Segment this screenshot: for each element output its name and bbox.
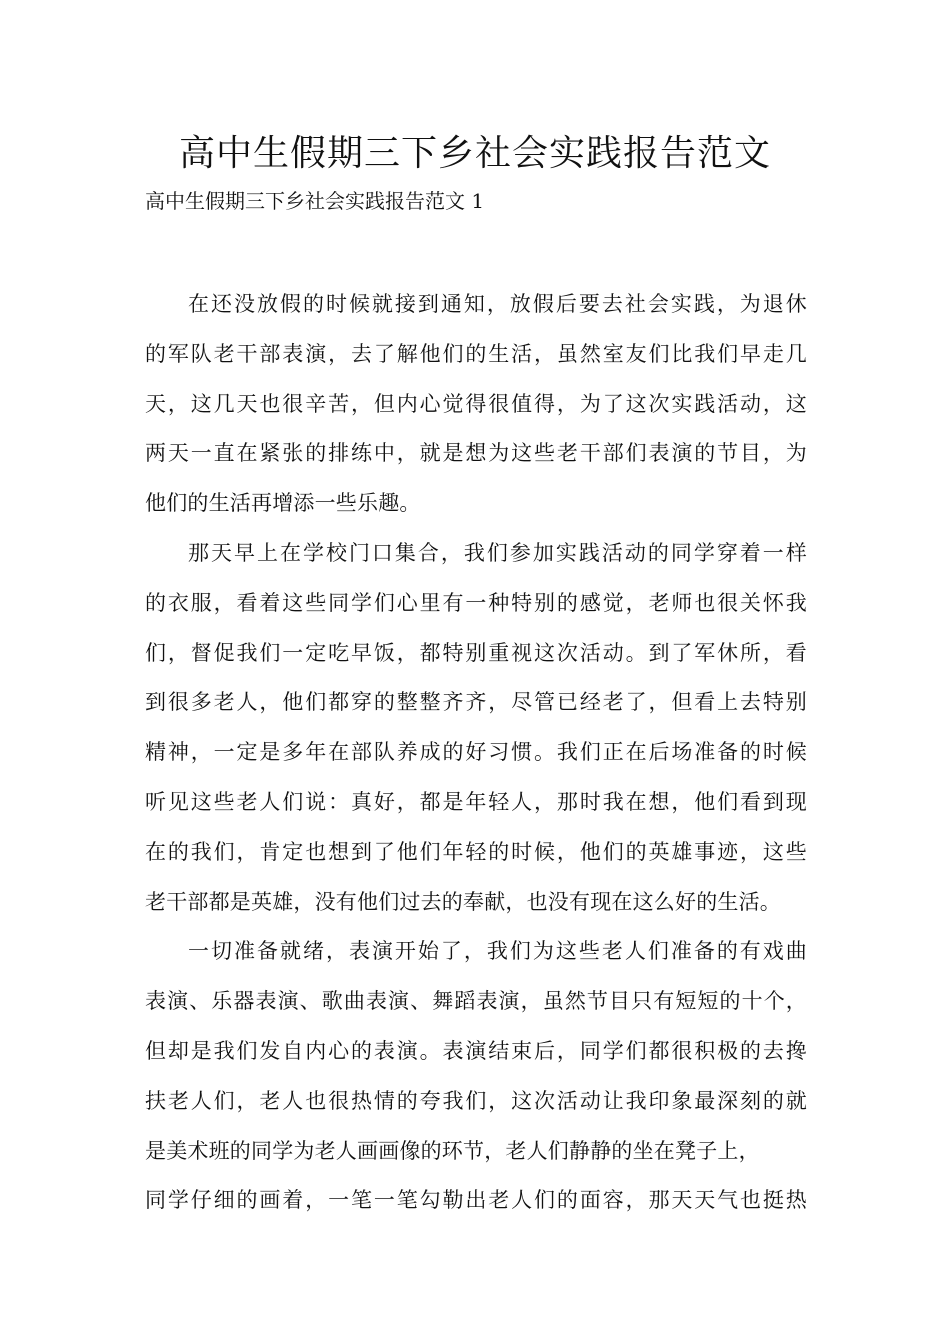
paragraph-2-line-4: 到很多老人，他们都穿的整整齐齐，尽管已经老了，但看上去特别 (145, 690, 807, 715)
document-subtitle: 高中生假期三下乡社会实践报告范文 1 (145, 189, 485, 213)
paragraph-3-line-2: 表演、乐器表演、歌曲表演、舞蹈表演，虽然节目只有短短的十个， (145, 989, 807, 1014)
paragraph-2-line-3: 们，督促我们一定吃早饭，都特别重视这次活动。到了军休所，看 (145, 640, 807, 665)
paragraph-1-line-3: 天，这几天也很辛苦，但内心觉得很值得，为了这次实践活动，这 (145, 391, 807, 416)
paragraph-3-line-4: 扶老人们，老人也很热情的夸我们，这次活动让我印象最深刻的就 (145, 1088, 807, 1113)
paragraph-2-line-8: 老干部都是英雄，没有他们过去的奉献，也没有现在这么好的生活。 (145, 889, 781, 914)
paragraph-2-line-6: 听见这些老人们说：真好，都是年轻人，那时我在想，他们看到现 (145, 789, 807, 814)
document-title: 高中生假期三下乡社会实践报告范文 (178, 133, 771, 174)
paragraph-1-line-2: 的军队老干部表演，去了解他们的生活，虽然室友们比我们早走几 (145, 341, 807, 366)
paragraph-3-line-5: 是美术班的同学为老人画画像的环节，老人们静静的坐在凳子上， (145, 1138, 760, 1163)
paragraph-3-line-1: 一切准备就绪，表演开始了，我们为这些老人们准备的有戏曲 (188, 939, 807, 964)
paragraph-2-line-7: 在的我们，肯定也想到了他们年轻的时候，他们的英雄事迹，这些 (145, 839, 807, 864)
paragraph-1-line-1: 在还没放假的时候就接到通知，放假后要去社会实践，为退休 (188, 292, 807, 316)
paragraph-2-line-1: 那天早上在学校门口集合，我们参加实践活动的同学穿着一样 (188, 540, 807, 565)
paragraph-2-line-2: 的衣服，看着这些同学们心里有一种特别的感觉，老师也很关怀我 (145, 590, 807, 615)
document-body (145, 280, 807, 1226)
paragraph-1-line-4: 两天一直在紧张的排练中，就是想为这些老干部们表演的节目，为 (145, 441, 807, 466)
paragraph-3-line-6: 同学仔细的画着，一笔一笔勾勒出老人们的面容，那天天气也挺热 (145, 1188, 807, 1213)
paragraph-2-line-5: 精神，一定是多年在部队养成的好习惯。我们正在后场准备的时候 (145, 740, 807, 765)
paragraph-3-line-3: 但却是我们发自内心的表演。表演结束后，同学们都很积极的去搀 (145, 1038, 807, 1063)
paragraph-1-line-5: 他们的生活再增添一些乐趣。 (145, 491, 421, 516)
